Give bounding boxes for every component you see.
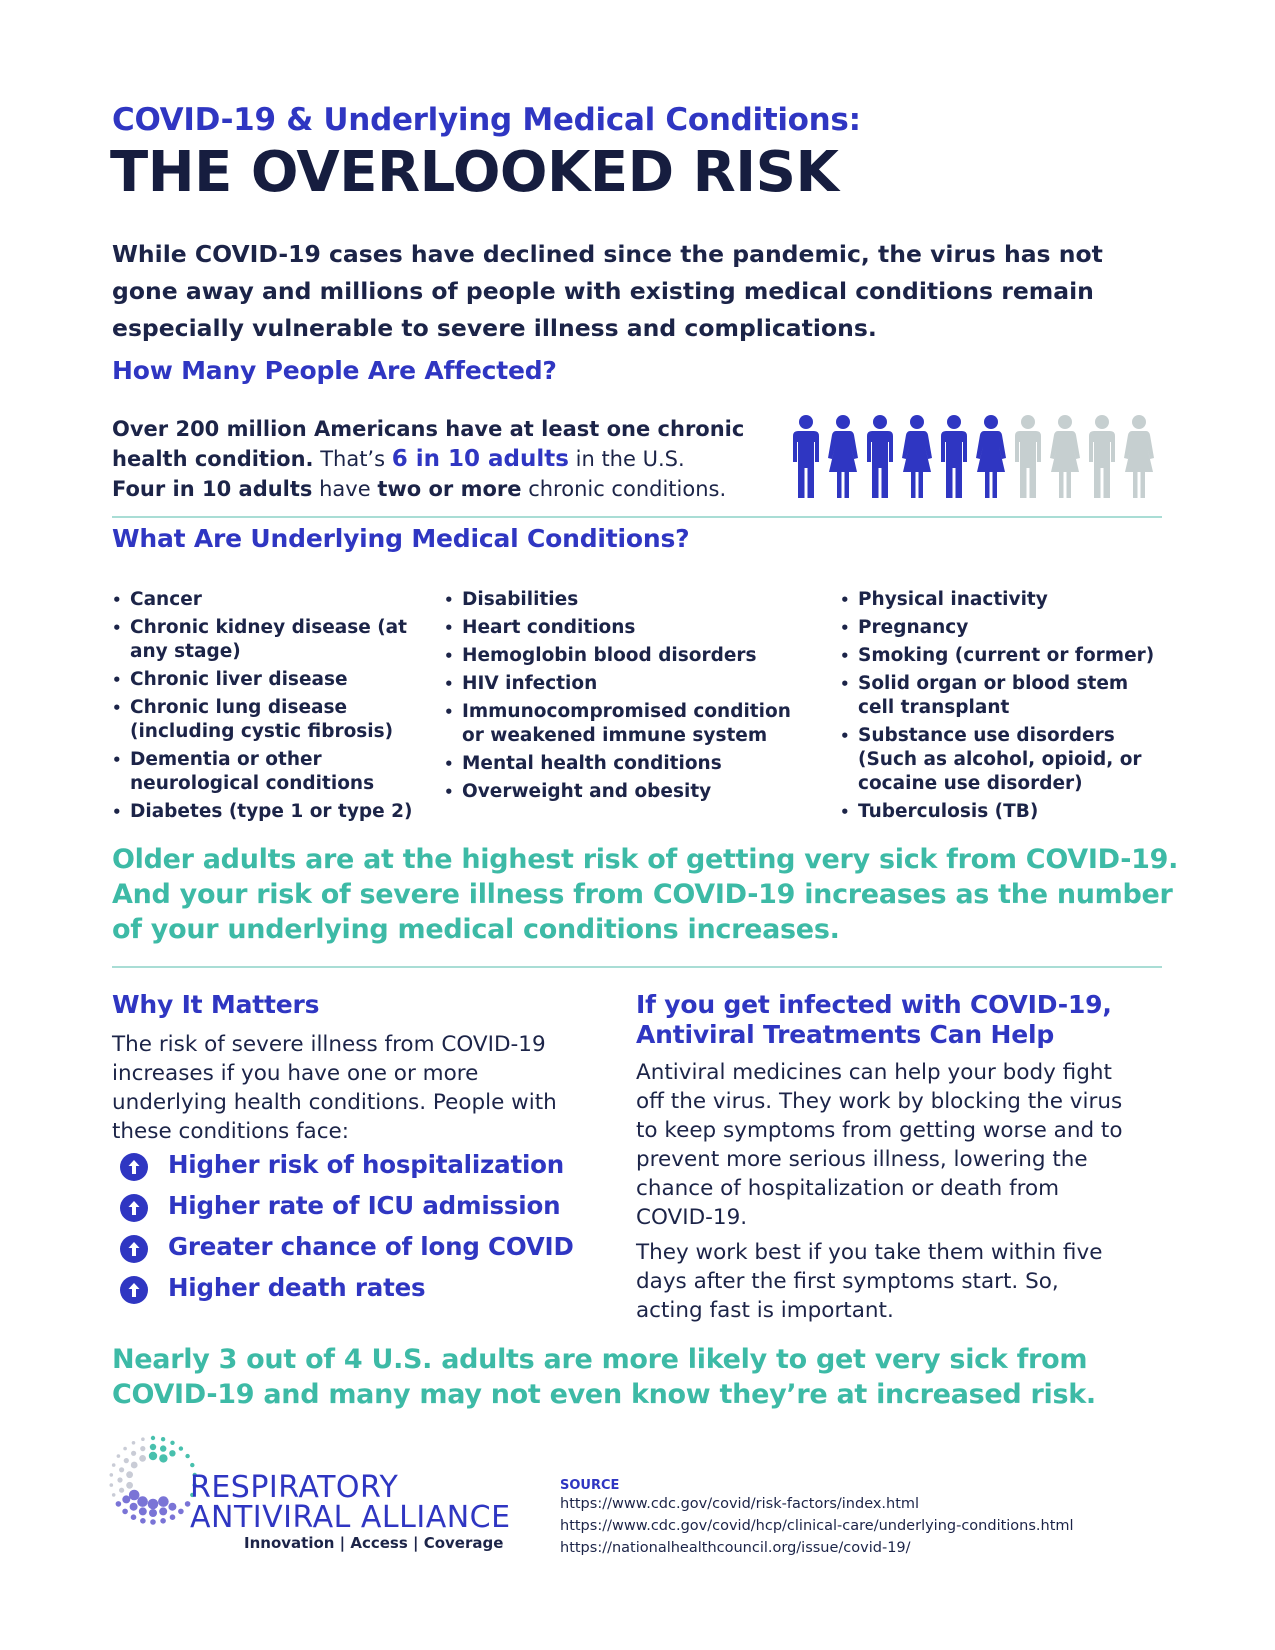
condition-item: • Disabilities <box>444 588 804 612</box>
condition-item: • Physical inactivity <box>840 588 1170 612</box>
conditions-col2 <box>444 588 804 808</box>
conditions-col3 <box>840 588 1170 828</box>
risk-label: Higher death rates <box>168 1273 426 1302</box>
condition-item: • Chronic kidney disease (at any stage) <box>112 616 422 664</box>
why-heading: Why It Matters <box>112 990 320 1019</box>
nearly-3-of-4-callout: Nearly 3 out of 4 U.S. adults are more likely to get very sick from COVID-19 and many may not even know they’re at increased risk. <box>112 1344 1096 1410</box>
person-female-icon <box>1050 415 1080 498</box>
source-link[interactable]: https://www.cdc.gov/covid/hcp/clinical-care/underlying-conditions.html <box>560 1518 1074 1534</box>
condition-item: • Pregnancy <box>840 616 1170 640</box>
arrow-up-circle-icon <box>120 1235 148 1263</box>
source-link[interactable]: https://www.cdc.gov/covid/risk-factors/index.html <box>560 1496 920 1512</box>
stat-line2-end: in the U.S. <box>568 447 685 471</box>
divider <box>112 516 1162 518</box>
divider <box>112 966 1162 968</box>
affected-stats <box>112 414 772 504</box>
stat-line3-text: have <box>312 477 378 501</box>
person-male-icon <box>867 415 893 498</box>
logo-text-line1: RESPIRATORY <box>190 1470 399 1505</box>
condition-item: • Dementia or other neurological conditions <box>112 748 422 796</box>
condition-item: • HIV infection <box>444 672 804 696</box>
logo-tagline: Innovation | Access | Coverage <box>244 1534 504 1552</box>
source-label: SOURCE <box>560 1478 620 1493</box>
condition-item: • Solid organ or blood stem cell transplant <box>840 672 1170 720</box>
page-subtitle: COVID-19 & Underlying Medical Conditions: <box>112 102 861 138</box>
intro-paragraph: While COVID-19 cases have declined since the pandemic, the virus has not gone away and millions of people with existing medical conditions remain especially vulnerable to severe illness and complications. <box>112 240 1103 342</box>
condition-item: • Tuberculosis (TB) <box>840 800 1170 824</box>
antiviral-para1: Antiviral medicines can help your body fight off the virus. They work by blocking the virus to keep symptoms from getting worse and to prevent more serious illness, lowering the chance of hospitalization or death from COVID-19. <box>636 1060 1123 1230</box>
logo-text-line2: ANTIVIRAL ALLIANCE <box>190 1500 511 1535</box>
antiviral-heading-line2: Antiviral Treatments Can Help <box>636 1020 1055 1049</box>
person-female-icon <box>902 415 932 498</box>
antiviral-heading-line1: If you get infected with COVID-19, <box>636 990 1112 1019</box>
source-link[interactable]: https://nationalhealthcouncil.org/issue/covid-19/ <box>560 1540 911 1556</box>
condition-item: • Hemoglobin blood disorders <box>444 644 804 668</box>
person-male-icon <box>793 415 819 498</box>
person-female-icon <box>1124 415 1154 498</box>
person-male-icon <box>1089 415 1115 498</box>
person-male-icon <box>941 415 967 498</box>
condition-item: • Mental health conditions <box>444 752 804 776</box>
risk-label: Greater chance of long COVID <box>168 1232 574 1261</box>
arrow-up-circle-icon <box>120 1194 148 1222</box>
person-male-icon <box>1015 415 1041 498</box>
stat-line1: Over 200 million Americans have at least one chronic <box>112 417 745 441</box>
alliance-logo-mark-icon <box>108 1432 198 1528</box>
people-pictogram <box>788 414 1188 500</box>
condition-item: • Overweight and obesity <box>444 780 804 804</box>
condition-item: • Chronic lung disease (including cystic fibrosis) <box>112 696 422 744</box>
stat-line2-bold: health condition. <box>112 447 314 471</box>
risk-label: Higher rate of ICU admission <box>168 1191 561 1220</box>
page-title: THE OVERLOOKED RISK <box>110 140 839 205</box>
older-adults-callout: Older adults are at the highest risk of getting very sick from COVID-19. And your risk of severe illness from COVID-19 increases as the number of your underlying medical conditions increases. <box>112 844 1179 945</box>
condition-item: • Cancer <box>112 588 422 612</box>
person-female-icon <box>828 415 858 498</box>
affected-heading: How Many People Are Affected? <box>112 356 557 385</box>
condition-item: • Smoking (current or former) <box>840 644 1170 668</box>
stat-line2-text: That’s <box>313 447 392 471</box>
stat-line3-bold2: two or more <box>377 477 522 501</box>
arrow-up-circle-icon <box>120 1276 148 1304</box>
condition-item: • Chronic liver disease <box>112 668 422 692</box>
conditions-col1 <box>112 588 422 828</box>
antiviral-heading <box>636 990 1112 1050</box>
arrow-up-circle-icon <box>120 1153 148 1181</box>
condition-item: • Immunocompromised condition or weakened immune system <box>444 700 804 748</box>
stat-highlight: 6 in 10 adults <box>391 446 569 472</box>
stat-line3-bold1: Four in 10 adults <box>112 477 313 501</box>
antiviral-para2: They work best if you take them within five days after the first symptoms start. So, acting fast is important. <box>636 1240 1103 1323</box>
risk-label: Higher risk of hospitalization <box>168 1150 565 1179</box>
condition-item: • Diabetes (type 1 or type 2) <box>112 800 422 824</box>
why-body: The risk of severe illness from COVID-19 increases if you have one or more underlying health conditions. People with these conditions face: <box>112 1032 557 1144</box>
condition-item: • Substance use disorders (Such as alcohol, opioid, or cocaine use disorder) <box>840 724 1170 796</box>
condition-item: • Heart conditions <box>444 616 804 640</box>
stat-line3-end: chronic conditions. <box>521 477 727 501</box>
conditions-heading: What Are Underlying Medical Conditions? <box>112 524 690 553</box>
person-female-icon <box>976 415 1006 498</box>
